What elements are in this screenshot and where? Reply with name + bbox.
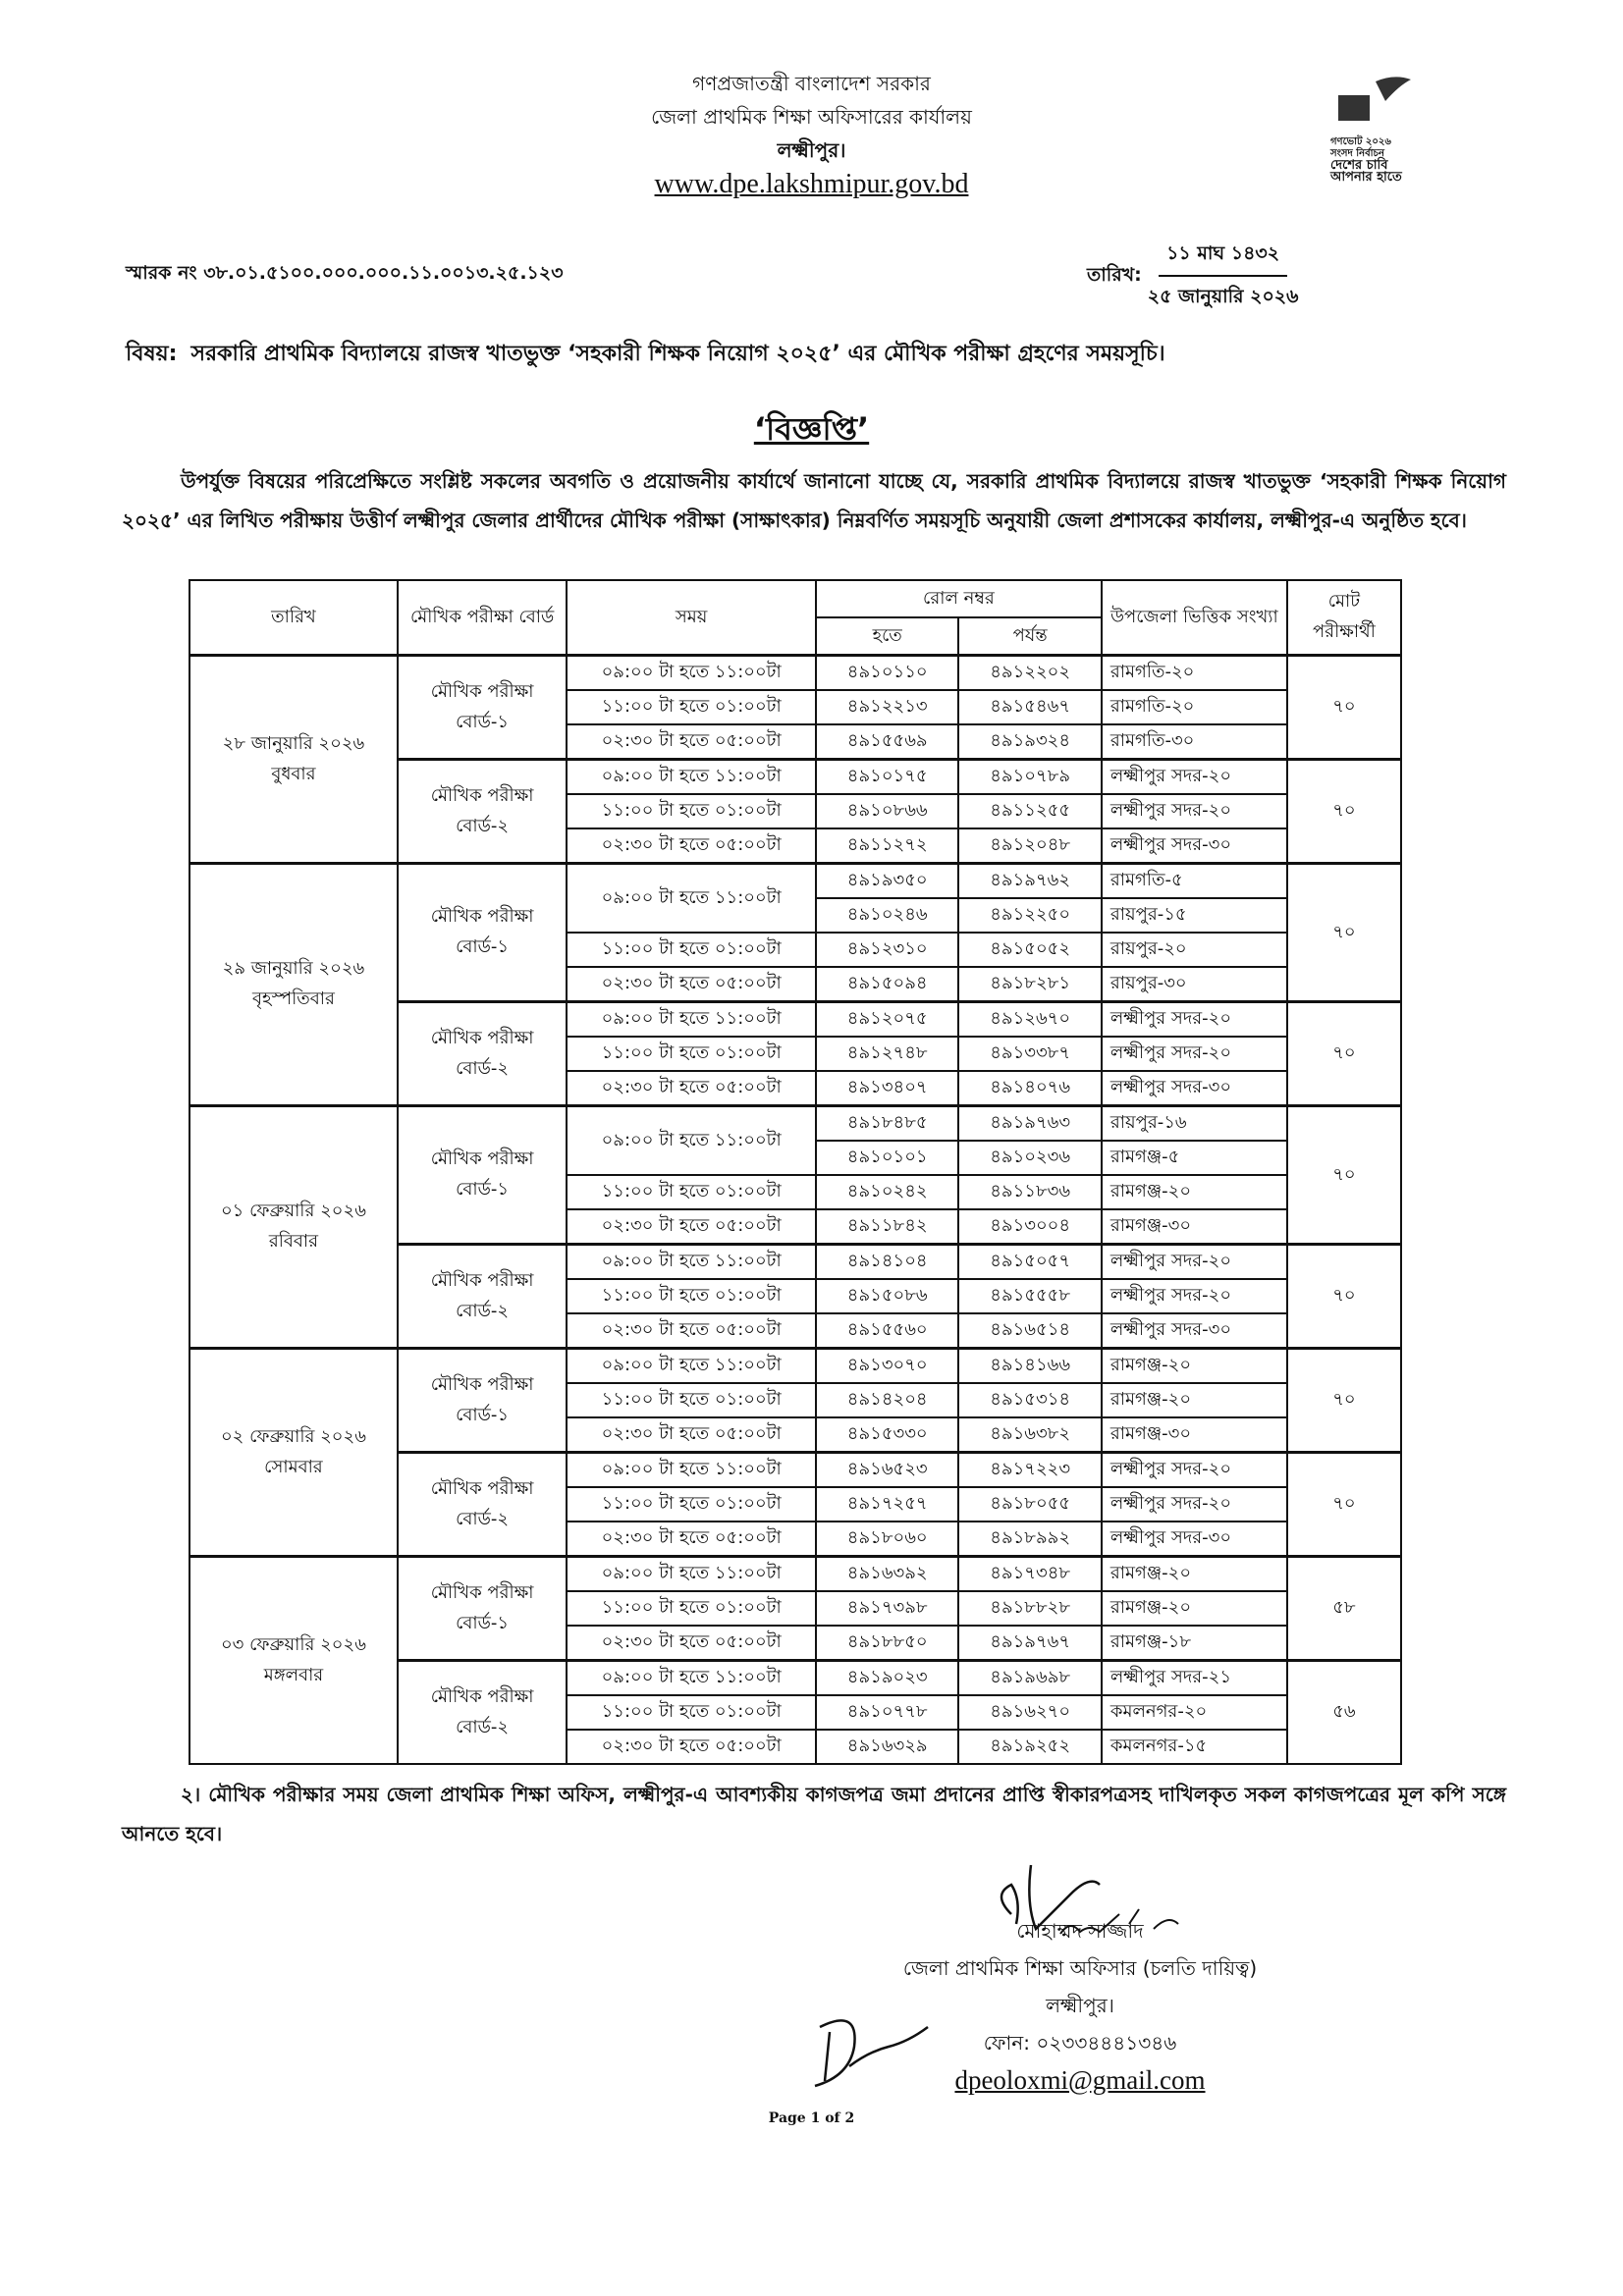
roll-from-cell: ৪৯১১৮৪২	[816, 1209, 958, 1245]
col-time: সময়	[567, 580, 816, 656]
exam-weekday: বুধবার	[271, 763, 316, 784]
roll-from-cell: ৪৯১২০৭৫	[816, 1002, 958, 1038]
roll-to-cell: ৪৯১২৬৭০	[958, 1002, 1101, 1038]
time-cell: ০২:৩০ টা হতে ০৫:০০টা	[567, 1730, 816, 1764]
logo-text-2: সংসদ নির্বাচন	[1330, 148, 1384, 159]
roll-to-cell: ৪৯১২২৫০	[958, 898, 1101, 933]
roll-to-cell: ৪৯১৮৯৯২	[958, 1522, 1101, 1557]
subject-text: সরকারি প্রাথমিক বিদ্যালয়ে রাজস্ব খাতভুক্ত ‘সহকারী শিক্ষক নিয়োগ ২০২৫’ এর মৌখিক পরীক্ষা গ্রহণের সময়সূচি।	[190, 342, 1165, 366]
table-row	[189, 1349, 1401, 1384]
upazila-cell: কমলনগর-২০	[1102, 1695, 1287, 1730]
roll-from-cell: ৪৯১৫৩৩০	[816, 1417, 958, 1453]
board-cell: মৌখিক পরীক্ষা বোর্ড-২	[398, 1245, 567, 1349]
time-cell: ০৯:০০ টা হতে ১১:০০টা	[567, 1349, 816, 1384]
table-row	[189, 864, 1401, 899]
time-cell: ০৯:০০ টা হতে ১১:০০টা	[567, 1106, 816, 1176]
roll-to-cell: ৪৯১৪০৭৬	[958, 1071, 1101, 1106]
upazila-cell: রামগতি-২০	[1102, 656, 1287, 691]
roll-from-cell: ৪৯১১২৭২	[816, 828, 958, 864]
upazila-cell: লক্ষ্মীপুর সদর-২০	[1102, 1002, 1287, 1038]
time-cell: ১১:০০ টা হতে ০১:০০টা	[567, 1383, 816, 1417]
time-cell: ০২:৩০ টা হতে ০৫:০০টা	[567, 967, 816, 1002]
col-board: মৌখিক পরীক্ষা বোর্ড	[398, 580, 567, 656]
upazila-cell: রামগঞ্জ-২০	[1102, 1383, 1287, 1417]
time-cell: ০৯:০০ টা হতে ১১:০০টা	[567, 1557, 816, 1592]
roll-to-cell: ৪৯১৫০৫৭	[958, 1245, 1101, 1280]
time-cell: ০২:৩০ টা হতে ০৫:০০টা	[567, 1417, 816, 1453]
board-cell: মৌখিক পরীক্ষা বোর্ড-১	[398, 656, 567, 760]
subject	[126, 336, 1500, 373]
date-block	[1087, 240, 1299, 314]
roll-to-cell: ৪৯১৬৩৮২	[958, 1417, 1101, 1453]
time-cell: ০২:৩০ টা হতে ০৫:০০টা	[567, 1209, 816, 1245]
time-cell: ১১:০০ টা হতে ০১:০০টা	[567, 1591, 816, 1626]
upazila-cell: রায়পুর-৩০	[1102, 967, 1287, 1002]
time-cell: ০৯:০০ টা হতে ১১:০০টা	[567, 1453, 816, 1488]
roll-to-cell: ৪৯১৫৩১৪	[958, 1383, 1101, 1417]
board-cell: মৌখিক পরীক্ষা বোর্ড-২	[398, 1453, 567, 1557]
subject-label: বিষয়:	[126, 342, 178, 366]
page-number: Page 1 of 2	[768, 2110, 855, 2126]
total-cell: ৭০	[1287, 1453, 1401, 1557]
roll-to-cell: ৪৯১১৮৩৬	[958, 1175, 1101, 1209]
roll-to-cell: ৪৯১৮৮২৮	[958, 1591, 1101, 1626]
roll-to-cell: ৪৯১৫৪৬৭	[958, 690, 1101, 724]
roll-to-cell: ৪৯১২২০২	[958, 656, 1101, 691]
time-cell: ১১:০০ টা হতে ০১:০০টা	[567, 794, 816, 828]
total-cell: ৭০	[1287, 1245, 1401, 1349]
website-link[interactable]: www.dpe.lakshmipur.gov.bd	[654, 169, 969, 199]
date-cell	[189, 656, 398, 864]
upazila-cell: লক্ষ্মীপুর সদর-৩০	[1102, 1071, 1287, 1106]
upazila-cell: রামগতি-৩০	[1102, 724, 1287, 760]
total-cell: ৭০	[1287, 1349, 1401, 1453]
ballot-box-icon	[1321, 74, 1429, 133]
table-row	[189, 1106, 1401, 1142]
table-row	[189, 1557, 1401, 1592]
upazila-cell: কমলনগর-১৫	[1102, 1730, 1287, 1764]
time-cell: ০২:৩০ টা হতে ০৫:০০টা	[567, 1313, 816, 1349]
upazila-cell: রামগঞ্জ-২০	[1102, 1591, 1287, 1626]
roll-to-cell: ৪৯১৩০০৪	[958, 1209, 1101, 1245]
roll-to-cell: ৪৯১০৭৮৯	[958, 760, 1101, 795]
upazila-cell: লক্ষ্মীপুর সদর-২০	[1102, 760, 1287, 795]
upazila-cell: রামগঞ্জ-১৮	[1102, 1626, 1287, 1661]
exam-weekday: বৃহস্পতিবার	[251, 988, 335, 1009]
time-cell: ০৯:০০ টা হতে ১১:০০টা	[567, 864, 816, 934]
roll-to-cell: ৪৯১৮০৫৫	[958, 1487, 1101, 1522]
officer-name: মোহাম্মদ সাজ্জাদ	[1016, 1919, 1144, 1943]
roll-to-cell: ৪৯১৯৬৯৮	[958, 1661, 1101, 1696]
initial-scribble-icon	[800, 2007, 947, 2096]
upazila-cell: রামগঞ্জ-৫	[1102, 1141, 1287, 1175]
time-cell: ০৯:০০ টা হতে ১১:০০টা	[567, 1002, 816, 1038]
roll-from-cell: ৪৯১২৩১০	[816, 933, 958, 967]
roll-from-cell: ৪৯১৫০৯৪	[816, 967, 958, 1002]
board-cell: মৌখিক পরীক্ষা বোর্ড-১	[398, 1557, 567, 1661]
board-cell: মৌখিক পরীক্ষা বোর্ড-২	[398, 760, 567, 864]
date-cell	[189, 864, 398, 1106]
roll-to-cell: ৪৯১৯৭৬৭	[958, 1626, 1101, 1661]
roll-to-cell: ৪৯১৭২২৩	[958, 1453, 1101, 1488]
upazila-cell: রামগতি-২০	[1102, 690, 1287, 724]
election-logo	[1321, 74, 1429, 201]
upazila-cell: লক্ষ্মীপুর সদর-২০	[1102, 1453, 1287, 1488]
time-cell: ০২:৩০ টা হতে ০৫:০০টা	[567, 1626, 816, 1661]
upazila-cell: লক্ষ্মীপুর সদর-৩০	[1102, 1313, 1287, 1349]
roll-to-cell: ৪৯১৪১৬৬	[958, 1349, 1101, 1384]
roll-from-cell: ৪৯১৩০৭০	[816, 1349, 958, 1384]
roll-from-cell: ৪৯১২৭৪৮	[816, 1037, 958, 1071]
upazila-cell: লক্ষ্মীপুর সদর-২০	[1102, 794, 1287, 828]
intro-paragraph: উপর্যুক্ত বিষয়ের পরিপ্রেক্ষিতে সংশ্লিষ্ট সকলের অবগতি ও প্রয়োজনীয় কার্যার্থে জানানো যাচ্ছে যে, সরকারি প্রাথমিক বিদ্যালয়ে রাজস্ব খাতভুক্ত ‘সহকারী শিক্ষক নিয়োগ ২০২৫’ এর লিখিত পরীক্ষায় উত্তীর্ণ লক্ষ্মীপুর জেলার প্রার্থীদের মৌখিক পরীক্ষা (সাক্ষাৎকার) নিম্নবর্ণিত সময়সূচি অনুযায়ী জেলা প্রশাসকের কার্যালয়, লক্ষ্মীপুর-এ অনুষ্ঠিত হবে।	[122, 469, 1506, 532]
time-cell: ১১:০০ টা হতে ০১:০০টা	[567, 1279, 816, 1313]
roll-from-cell: ৪৯১৬৩২৯	[816, 1730, 958, 1764]
logo-text-3: দেশের চাবি	[1330, 158, 1388, 173]
roll-from-cell: ৪৯১০১১০	[816, 656, 958, 691]
date-gregorian: ২৫ জানুয়ারি ২০২৬	[1147, 286, 1299, 307]
upazila-cell: লক্ষ্মীপুর সদর-২১	[1102, 1661, 1287, 1696]
schedule-body	[189, 656, 1401, 1765]
logo-text-4: আপনার হাতে	[1330, 170, 1402, 185]
col-upazila: উপজেলা ভিত্তিক সংখ্যা	[1102, 580, 1287, 656]
time-cell: ০২:৩০ টা হতে ০৫:০০টা	[567, 724, 816, 760]
roll-from-cell: ৪৯১৫৫৬৯	[816, 724, 958, 760]
col-date: তারিখ	[189, 580, 398, 656]
officer-email[interactable]: dpeoloxmi@gmail.com	[954, 2065, 1206, 2095]
time-cell: ০২:৩০ টা হতে ০৫:০০টা	[567, 828, 816, 864]
roll-from-cell: ৪৯১৯৩৫০	[816, 864, 958, 899]
upazila-cell: রামগঞ্জ-৩০	[1102, 1417, 1287, 1453]
roll-from-cell: ৪৯১২২১৩	[816, 690, 958, 724]
roll-from-cell: ৪৯১০২৪৬	[816, 898, 958, 933]
roll-from-cell: ৪৯১৮৪৮৫	[816, 1106, 958, 1142]
officer-phone: ফোন: ০২৩৩৪৪৪১৩৪৬	[983, 2031, 1177, 2055]
time-cell: ০২:৩০ টা হতে ০৫:০০টা	[567, 1522, 816, 1557]
schedule-table	[189, 579, 1402, 1765]
exam-date: ২৯ জানুয়ারি ২০২৬	[222, 958, 365, 979]
roll-to-cell: ৪৯১৫০৫২	[958, 933, 1101, 967]
exam-date: ২৮ জানুয়ারি ২০২৬	[222, 732, 365, 754]
roll-from-cell: ৪৯১৬৩৯২	[816, 1557, 958, 1592]
roll-to-cell: ৪৯১০২৩৬	[958, 1141, 1101, 1175]
upazila-cell: রামগতি-৫	[1102, 864, 1287, 899]
roll-from-cell: ৪৯১৮০৬০	[816, 1522, 958, 1557]
roll-from-cell: ৪৯১০৭৭৮	[816, 1695, 958, 1730]
roll-from-cell: ৪৯১০১০১	[816, 1141, 958, 1175]
office-location: লক্ষ্মীপুর।	[777, 138, 846, 162]
office-name: জেলা প্রাথমিক শিক্ষা অফিসারের কার্যালয়	[651, 105, 972, 129]
total-cell: ৭০	[1287, 656, 1401, 760]
roll-to-cell: ৪৯১৮২৮১	[958, 967, 1101, 1002]
exam-date: ০৩ ফেব্রুয়ারি ২০২৬	[220, 1633, 366, 1655]
time-cell: ১১:০০ টা হতে ০১:০০টা	[567, 1175, 816, 1209]
col-roll-to: পর্যন্ত	[958, 617, 1101, 656]
total-cell: ৫৮	[1287, 1557, 1401, 1661]
board-cell: মৌখিক পরীক্ষা বোর্ড-১	[398, 1349, 567, 1453]
roll-from-cell: ৪৯১০১৭৫	[816, 760, 958, 795]
upazila-cell: লক্ষ্মীপুর সদর-২০	[1102, 1487, 1287, 1522]
time-cell: ১১:০০ টা হতে ০১:০০টা	[567, 933, 816, 967]
exam-date: ০২ ফেব্রুয়ারি ২০২৬	[220, 1425, 366, 1447]
board-cell: মৌখিক পরীক্ষা বোর্ড-২	[398, 1002, 567, 1106]
logo-text-1: গণভোট ২০২৬	[1330, 136, 1391, 147]
date-label: তারিখ:	[1087, 264, 1142, 286]
roll-from-cell: ৪৯১৩৪০৭	[816, 1071, 958, 1106]
upazila-cell: রামগঞ্জ-২০	[1102, 1175, 1287, 1209]
upazila-cell: লক্ষ্মীপুর সদর-২০	[1102, 1279, 1287, 1313]
roll-from-cell: ৪৯১৪২০৪	[816, 1383, 958, 1417]
instruction-paragraph: ২। মৌখিক পরীক্ষার সময় জেলা প্রাথমিক শিক্ষা অফিস, লক্ষ্মীপুর-এ আবশ্যকীয় কাগজপত্র জমা প্রদানের প্রাপ্তি স্বীকারপত্রসহ দাখিলকৃত সকল কাগজপত্রের মূল কপি সঙ্গে আনতে হবে।	[122, 1783, 1506, 1845]
roll-from-cell: ৪৯১৯০২৩	[816, 1661, 958, 1696]
time-cell: ১১:০০ টা হতে ০১:০০টা	[567, 1487, 816, 1522]
roll-from-cell: ৪৯১৭৩৯৮	[816, 1591, 958, 1626]
upazila-cell: রামগঞ্জ-২০	[1102, 1349, 1287, 1384]
upazila-cell: লক্ষ্মীপুর সদর-২০	[1102, 1245, 1287, 1280]
exam-weekday: সোমবার	[264, 1456, 323, 1477]
col-total: মোট পরীক্ষার্থী	[1287, 580, 1401, 656]
total-cell: ৭০	[1287, 760, 1401, 864]
roll-from-cell: ৪৯১৪১০৪	[816, 1245, 958, 1280]
roll-to-cell: ৪৯১৬২৭০	[958, 1695, 1101, 1730]
board-cell: মৌখিক পরীক্ষা বোর্ড-২	[398, 1661, 567, 1765]
date-cell	[189, 1349, 398, 1557]
board-cell: মৌখিক পরীক্ষা বোর্ড-১	[398, 864, 567, 1002]
roll-to-cell: ৪৯১৭৩৪৮	[958, 1557, 1101, 1592]
total-cell: ৭০	[1287, 1002, 1401, 1106]
time-cell: ০৯:০০ টা হতে ১১:০০টা	[567, 1661, 816, 1696]
roll-from-cell: ৪৯১৫৫৬০	[816, 1313, 958, 1349]
roll-from-cell: ৪৯১০২৪২	[816, 1175, 958, 1209]
table-row	[189, 656, 1401, 691]
upazila-cell: রায়পুর-২০	[1102, 933, 1287, 967]
upazila-cell: রায়পুর-১৬	[1102, 1106, 1287, 1142]
upazila-cell: রায়পুর-১৫	[1102, 898, 1287, 933]
notice-title: ‘বিজ্ঞপ্তি’	[753, 410, 870, 448]
roll-to-cell: ৪৯১২০৪৮	[958, 828, 1101, 864]
time-cell: ১১:০০ টা হতে ০১:০০টা	[567, 1695, 816, 1730]
time-cell: ০৯:০০ টা হতে ১১:০০টা	[567, 656, 816, 691]
officer-location: লক্ষ্মীপুর।	[1046, 1994, 1114, 2017]
roll-to-cell: ৪৯১৩৩৮৭	[958, 1037, 1101, 1071]
upazila-cell: লক্ষ্মীপুর সদর-২০	[1102, 1037, 1287, 1071]
roll-to-cell: ৪৯১১২৫৫	[958, 794, 1101, 828]
roll-to-cell: ৪৯১৬৫১৪	[958, 1313, 1101, 1349]
exam-date: ০১ ফেব্রুয়ারি ২০২৬	[220, 1201, 366, 1221]
upazila-cell: লক্ষ্মীপুর সদর-৩০	[1102, 1522, 1287, 1557]
exam-weekday: মঙ্গলবার	[263, 1664, 324, 1685]
board-cell: মৌখিক পরীক্ষা বোর্ড-১	[398, 1106, 567, 1245]
col-roll: রোল নম্বর	[816, 580, 1102, 617]
roll-to-cell: ৪৯১৯৩২৪	[958, 724, 1101, 760]
roll-to-cell: ৪৯১৯৭৬২	[958, 864, 1101, 899]
time-cell: ০৯:০০ টা হতে ১১:০০টা	[567, 760, 816, 795]
roll-from-cell: ৪৯১৬৫২৩	[816, 1453, 958, 1488]
time-cell: ১১:০০ টা হতে ০১:০০টা	[567, 690, 816, 724]
upazila-cell: রামগঞ্জ-২০	[1102, 1557, 1287, 1592]
roll-from-cell: ৪৯১৭২৫৭	[816, 1487, 958, 1522]
roll-from-cell: ৪৯১৮৮৫০	[816, 1626, 958, 1661]
total-cell: ৫৬	[1287, 1661, 1401, 1765]
time-cell: ০৯:০০ টা হতে ১১:০০টা	[567, 1245, 816, 1280]
officer-designation: জেলা প্রাথমিক শিক্ষা অফিসার (চলতি দায়িত্ব)	[902, 1956, 1258, 1980]
total-cell: ৭০	[1287, 1106, 1401, 1245]
memo-number: স্মারক নং ৩৮.০১.৫১০০.০০০.০০০.১১.০০১৩.২৫.১২৩	[126, 262, 564, 284]
upazila-cell: লক্ষ্মীপুর সদর-৩০	[1102, 828, 1287, 864]
roll-from-cell: ৪৯১৫০৮৬	[816, 1279, 958, 1313]
date-bangla: ১১ মাঘ ১৪৩২	[1159, 240, 1287, 277]
roll-to-cell: ৪৯১৯৭৬৩	[958, 1106, 1101, 1142]
date-cell	[189, 1106, 398, 1349]
roll-to-cell: ৪৯১৫৫৫৮	[958, 1279, 1101, 1313]
roll-from-cell: ৪৯১০৮৬৬	[816, 794, 958, 828]
time-cell: ১১:০০ টা হতে ০১:০০টা	[567, 1037, 816, 1071]
exam-weekday: রবিবার	[268, 1231, 319, 1252]
total-cell: ৭০	[1287, 864, 1401, 1002]
date-cell	[189, 1557, 398, 1765]
col-roll-from: হতে	[816, 617, 958, 656]
govt-name: গণপ্রজাতন্ত্রী বাংলাদেশ সরকার	[692, 72, 931, 95]
upazila-cell: রামগঞ্জ-৩০	[1102, 1209, 1287, 1245]
time-cell: ০২:৩০ টা হতে ০৫:০০টা	[567, 1071, 816, 1106]
roll-to-cell: ৪৯১৯২৫২	[958, 1730, 1101, 1764]
